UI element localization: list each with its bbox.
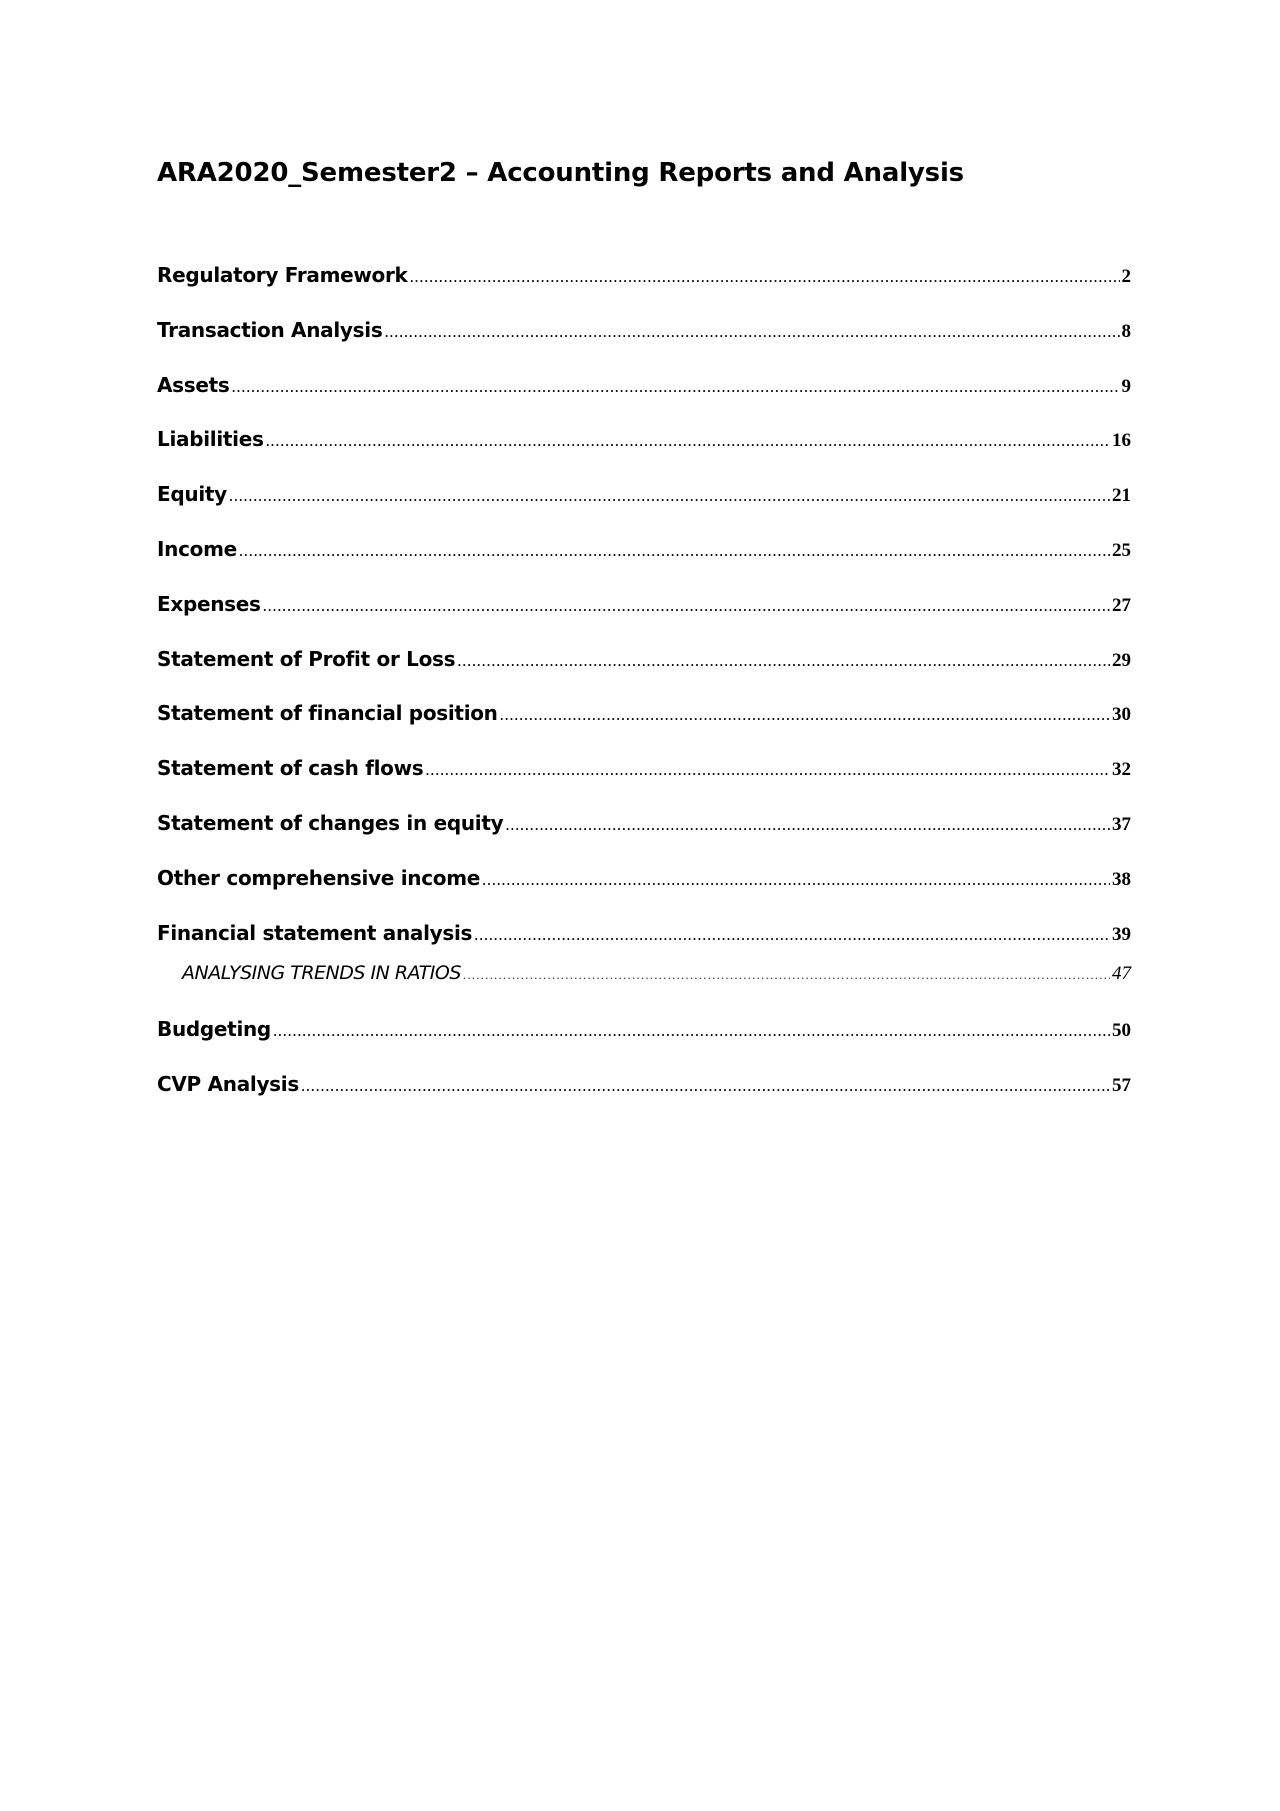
toc-entry-label: Regulatory Framework xyxy=(157,263,408,287)
toc-entry[interactable] xyxy=(157,1072,1131,1127)
toc-entry-label: Financial statement analysis xyxy=(157,920,473,945)
toc-entry-label: Statement of Profit or Loss xyxy=(157,646,456,671)
toc-page-number: 37 xyxy=(1112,813,1131,835)
toc-dot-leader xyxy=(482,871,1110,888)
toc-entry-label: Statement of financial position xyxy=(157,701,498,726)
toc-entry-label: CVP Analysis xyxy=(157,1072,299,1097)
toc-page-number: 47 xyxy=(1112,963,1131,985)
toc-entry[interactable] xyxy=(157,427,1131,482)
toc-entry-label: Statement of changes in equity xyxy=(157,810,504,835)
toc-dot-leader xyxy=(457,652,1110,669)
toc-entry-label: Budgeting xyxy=(157,1017,271,1042)
toc-entry[interactable] xyxy=(157,701,1131,756)
toc-dot-leader xyxy=(266,432,1110,449)
toc-entry[interactable] xyxy=(157,318,1131,373)
toc-entry-label: Assets xyxy=(157,372,230,397)
toc-entry-label: Expenses xyxy=(157,591,261,616)
toc-entry[interactable] xyxy=(157,537,1131,592)
toc-entry[interactable] xyxy=(157,592,1131,647)
toc-dot-leader xyxy=(384,323,1119,340)
toc-entry[interactable] xyxy=(157,866,1131,921)
toc-dot-leader xyxy=(232,378,1120,395)
toc-entry-label: Equity xyxy=(157,482,227,507)
toc-dot-leader xyxy=(229,487,1110,504)
toc-dot-leader xyxy=(474,926,1110,943)
table-of-contents xyxy=(157,263,1131,1127)
toc-dot-leader xyxy=(239,542,1110,559)
toc-entry[interactable] xyxy=(157,263,1131,318)
toc-dot-leader xyxy=(463,968,1110,981)
toc-entry[interactable] xyxy=(157,647,1131,702)
toc-dot-leader xyxy=(500,706,1110,723)
toc-page-number: 30 xyxy=(1112,704,1131,726)
toc-page-number: 8 xyxy=(1121,320,1131,342)
toc-dot-leader xyxy=(505,816,1110,833)
toc-page-number: 9 xyxy=(1121,375,1131,397)
toc-entry-label: Liabilities xyxy=(157,427,264,452)
toc-entry-label: Income xyxy=(157,536,237,561)
toc-dot-leader xyxy=(410,268,1120,285)
toc-page-number: 21 xyxy=(1112,485,1131,507)
toc-page-number: 29 xyxy=(1112,649,1131,671)
toc-page-number: 32 xyxy=(1112,759,1131,781)
toc-dot-leader xyxy=(301,1077,1110,1094)
toc-entry-label: Transaction Analysis xyxy=(157,317,383,342)
toc-entry[interactable] xyxy=(157,1017,1131,1072)
toc-subentry[interactable] xyxy=(157,962,1131,1003)
toc-page-number: 2 xyxy=(1121,266,1131,287)
toc-entry-label: Statement of cash flows xyxy=(157,756,424,781)
document-title: ARA2020_Semester2 – Accounting Reports and Analysis xyxy=(157,158,964,188)
toc-page-number: 25 xyxy=(1112,539,1131,561)
toc-page-number: 57 xyxy=(1112,1075,1131,1097)
toc-page-number: 16 xyxy=(1112,430,1131,452)
toc-entry[interactable] xyxy=(157,811,1131,866)
toc-page-number: 50 xyxy=(1112,1020,1131,1042)
toc-page-number: 27 xyxy=(1112,594,1131,616)
toc-dot-leader xyxy=(263,597,1110,614)
toc-subentry-label: ANALYSING TRENDS IN RATIOS xyxy=(182,962,461,985)
toc-entry[interactable] xyxy=(157,482,1131,537)
toc-entry[interactable] xyxy=(157,756,1131,811)
toc-dot-leader xyxy=(273,1022,1110,1039)
toc-entry[interactable] xyxy=(157,373,1131,428)
toc-entry-label: Other comprehensive income xyxy=(157,865,481,890)
toc-dot-leader xyxy=(425,761,1110,778)
toc-page-number: 39 xyxy=(1112,923,1131,945)
toc-page-number: 38 xyxy=(1112,868,1131,890)
